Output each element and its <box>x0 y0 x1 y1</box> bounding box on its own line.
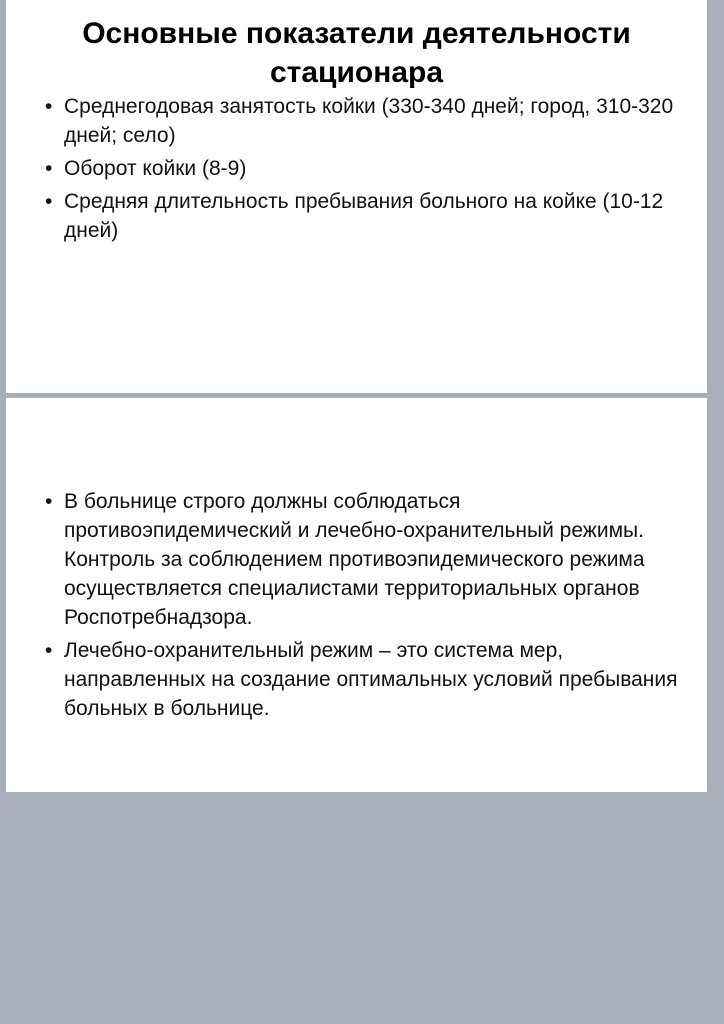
bullet-text: Среднегодовая занятость койки (330-340 дней; город, 310-320 дней; село) <box>64 95 674 147</box>
bullet-text: Средняя длительность пребывания больного на койке (10-12 дней) <box>64 190 664 242</box>
slide-1 <box>6 0 707 393</box>
bullet-list <box>43 487 689 727</box>
bullet-item <box>43 636 689 723</box>
bullet-icon: • <box>45 190 53 213</box>
bullet-text: Лечебно-охранительный режим – это система мер, направленных на создание оптимальных условий пребывания больных в больнице. <box>64 639 678 720</box>
bullet-text: В больнице строго должны соблюдаться противоэпидемический и лечебно-охранительный режимы. Контроль за соблюдением противоэпидемического режима осуществляется специалистами территориальных органов Роспотребнадзора. <box>64 490 645 629</box>
bullet-item <box>43 154 689 183</box>
bullet-item <box>43 487 689 632</box>
bullet-icon: • <box>45 490 53 513</box>
slide-2 <box>6 398 707 792</box>
bullet-item <box>43 187 689 245</box>
bullet-icon: • <box>45 157 53 180</box>
slide-title: Основные показатели деятельности стационара <box>82 17 631 89</box>
bullet-item <box>43 92 689 150</box>
bullet-list <box>43 92 689 249</box>
bullet-icon: • <box>45 639 53 662</box>
bullet-icon: • <box>45 95 53 118</box>
bullet-text: Оборот койки (8-9) <box>64 157 247 180</box>
